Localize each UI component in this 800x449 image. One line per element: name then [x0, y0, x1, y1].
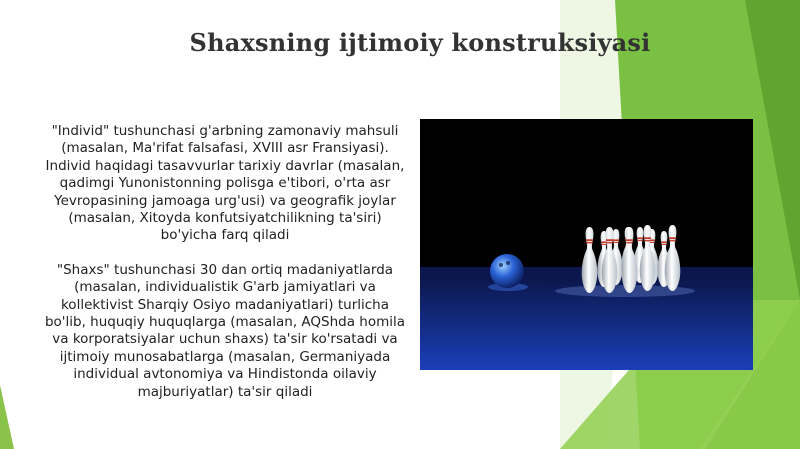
paragraph-shaxs: "Shaxs" tushunchasi 30 dan ortiq madaniyatlarda (masalan, individualistik G'arb jamiyatlari va kollektivist Sharqiy Osiyo madaniyatlari) turlicha bo'lib, huquqiy huquqlarga (masalan, AQShda homila va korporatsiyalar uchun shaxs) ta'sir ko'rsatadi va ijtimoiy munosabatlarga (masalan, Germaniyada individual avtonomiya va Hindistonda oilaviy majburiyatlar) ta'sir qiladi	[44, 261, 406, 400]
bottom-left-green-corner	[0, 385, 14, 449]
slide-title: Shaxsning ijtimoiy konstruksiyasi	[189, 28, 651, 57]
slide-body	[40, 123, 410, 401]
bowling-photo	[420, 119, 753, 370]
bowling-ball	[490, 254, 524, 288]
paragraph-individ: "Individ" tushunchasi g'arbning zamonaviy mahsuli (masalan, Ma'rifat falsafasi, XVIII asr Fransiyasi). Individ haqidagi tasavvurlar tarixiy davrlar (masalan, qadimgi Yunonistonning polisga e'tibori, o'rta asr Yevropasining jamoaga urg'usi) va geografik joylar (masalan, Xitoyda konfutsiyatchilikning ta'siri) bo'yicha farq qiladi	[45, 123, 405, 244]
